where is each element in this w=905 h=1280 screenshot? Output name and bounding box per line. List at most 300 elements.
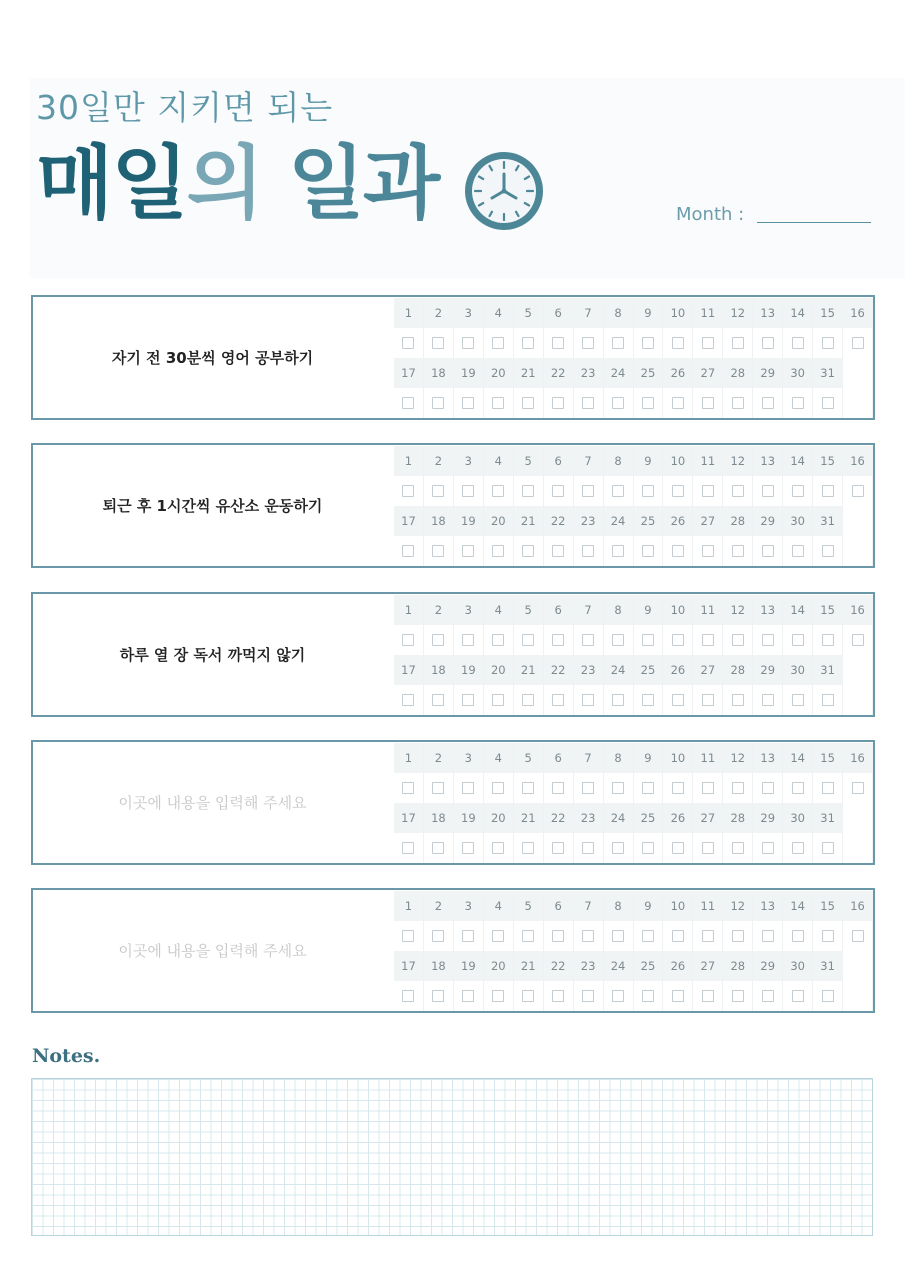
day-checkbox-cell[interactable] [783,685,813,715]
day-checkbox-cell[interactable] [693,921,723,951]
day-checkbox[interactable] [612,782,624,794]
day-checkbox[interactable] [492,990,504,1002]
day-checkbox[interactable] [732,782,744,794]
day-checkbox[interactable] [792,694,804,706]
day-checkbox[interactable] [792,337,804,349]
day-checkbox-cell[interactable] [544,328,574,358]
day-checkbox-cell[interactable] [424,921,454,951]
day-checkbox-cell[interactable] [394,625,424,655]
day-checkbox[interactable] [522,782,534,794]
routine-task-label[interactable]: 퇴근 후 1시간씩 유산소 운동하기 [102,497,323,515]
day-checkbox-cell[interactable] [514,981,544,1011]
day-checkbox-cell[interactable] [454,476,484,506]
day-checkbox-cell[interactable] [634,685,664,715]
day-checkbox-cell[interactable] [604,981,634,1011]
day-checkbox-cell[interactable] [634,328,664,358]
day-checkbox-cell[interactable] [454,685,484,715]
day-checkbox[interactable] [672,990,684,1002]
day-checkbox-cell[interactable] [693,773,723,803]
day-checkbox[interactable] [582,545,594,557]
day-checkbox-cell[interactable] [813,328,843,358]
day-checkbox[interactable] [432,634,444,646]
day-checkbox[interactable] [732,545,744,557]
day-checkbox[interactable] [642,930,654,942]
day-checkbox[interactable] [522,694,534,706]
routine-task-placeholder[interactable]: 이곳에 내용을 입력해 주세요 [118,942,307,960]
day-checkbox-cell[interactable] [723,328,753,358]
day-checkbox[interactable] [612,842,624,854]
day-checkbox-cell[interactable] [663,625,693,655]
day-checkbox[interactable] [642,694,654,706]
day-checkbox-cell[interactable] [693,833,723,863]
day-checkbox[interactable] [732,930,744,942]
day-checkbox-cell[interactable] [604,536,634,566]
day-checkbox-cell[interactable] [424,685,454,715]
day-checkbox-cell[interactable] [634,833,664,863]
day-checkbox[interactable] [402,397,414,409]
day-checkbox-cell[interactable] [634,476,664,506]
day-checkbox-cell[interactable] [813,476,843,506]
day-checkbox[interactable] [402,337,414,349]
day-checkbox-cell[interactable] [753,981,783,1011]
day-checkbox[interactable] [522,485,534,497]
day-checkbox-cell[interactable] [753,625,783,655]
day-checkbox[interactable] [582,397,594,409]
day-checkbox-cell[interactable] [663,773,693,803]
day-checkbox-cell[interactable] [753,833,783,863]
day-checkbox[interactable] [552,930,564,942]
day-checkbox[interactable] [732,990,744,1002]
day-checkbox[interactable] [462,337,474,349]
day-checkbox[interactable] [852,930,864,942]
day-checkbox-cell[interactable] [783,833,813,863]
routine-task-placeholder[interactable]: 이곳에 내용을 입력해 주세요 [118,794,307,812]
day-checkbox[interactable] [582,634,594,646]
day-checkbox[interactable] [432,842,444,854]
day-checkbox[interactable] [792,397,804,409]
day-checkbox[interactable] [552,545,564,557]
day-checkbox-cell[interactable] [634,921,664,951]
day-checkbox-cell[interactable] [783,388,813,418]
day-checkbox[interactable] [582,842,594,854]
day-checkbox[interactable] [612,990,624,1002]
day-checkbox-cell[interactable] [484,981,514,1011]
day-checkbox[interactable] [762,842,774,854]
day-checkbox-cell[interactable] [574,981,604,1011]
day-checkbox[interactable] [462,990,474,1002]
day-checkbox[interactable] [822,337,834,349]
day-checkbox[interactable] [792,545,804,557]
day-checkbox[interactable] [702,545,714,557]
day-checkbox-cell[interactable] [394,921,424,951]
day-checkbox[interactable] [552,485,564,497]
routine-task-label[interactable]: 하루 열 장 독서 까먹지 않기 [119,646,306,664]
day-checkbox-cell[interactable] [843,328,873,358]
day-checkbox[interactable] [672,694,684,706]
day-checkbox[interactable] [612,545,624,557]
day-checkbox-cell[interactable] [693,981,723,1011]
day-checkbox[interactable] [792,842,804,854]
day-checkbox-cell[interactable] [723,981,753,1011]
day-checkbox-cell[interactable] [723,921,753,951]
day-checkbox-cell[interactable] [693,685,723,715]
day-checkbox[interactable] [792,782,804,794]
day-checkbox-cell[interactable] [574,833,604,863]
day-checkbox[interactable] [402,545,414,557]
day-checkbox[interactable] [642,545,654,557]
day-checkbox-cell[interactable] [424,328,454,358]
day-checkbox-cell[interactable] [813,981,843,1011]
day-checkbox[interactable] [432,782,444,794]
day-checkbox-cell[interactable] [813,388,843,418]
day-checkbox[interactable] [522,337,534,349]
day-checkbox-cell[interactable] [454,388,484,418]
day-checkbox-cell[interactable] [723,536,753,566]
day-checkbox[interactable] [582,694,594,706]
day-checkbox[interactable] [552,337,564,349]
day-checkbox-cell[interactable] [663,921,693,951]
day-checkbox[interactable] [792,485,804,497]
day-checkbox[interactable] [702,990,714,1002]
day-checkbox-cell[interactable] [394,833,424,863]
day-checkbox[interactable] [732,694,744,706]
day-checkbox-cell[interactable] [604,685,634,715]
day-checkbox-cell[interactable] [634,536,664,566]
day-checkbox-cell[interactable] [454,773,484,803]
day-checkbox-cell[interactable] [484,476,514,506]
day-checkbox-cell[interactable] [454,536,484,566]
day-checkbox[interactable] [402,634,414,646]
day-checkbox[interactable] [672,337,684,349]
day-checkbox-cell[interactable] [514,625,544,655]
day-checkbox-cell[interactable] [753,388,783,418]
day-checkbox[interactable] [612,485,624,497]
day-checkbox-cell[interactable] [514,328,544,358]
day-checkbox[interactable] [642,634,654,646]
day-checkbox-cell[interactable] [723,685,753,715]
day-checkbox[interactable] [852,485,864,497]
day-checkbox-cell[interactable] [753,328,783,358]
day-checkbox[interactable] [852,337,864,349]
day-checkbox-cell[interactable] [634,981,664,1011]
day-checkbox[interactable] [762,485,774,497]
day-checkbox[interactable] [582,782,594,794]
day-checkbox[interactable] [822,545,834,557]
day-checkbox[interactable] [822,634,834,646]
day-checkbox[interactable] [672,634,684,646]
day-checkbox[interactable] [672,782,684,794]
month-input-line[interactable] [757,222,871,223]
day-checkbox[interactable] [462,782,474,794]
day-checkbox[interactable] [762,694,774,706]
day-checkbox-cell[interactable] [723,625,753,655]
notes-grid[interactable] [31,1078,873,1236]
day-checkbox-cell[interactable] [753,921,783,951]
day-checkbox[interactable] [492,842,504,854]
day-checkbox[interactable] [762,990,774,1002]
day-checkbox[interactable] [762,634,774,646]
day-checkbox[interactable] [552,990,564,1002]
day-checkbox-cell[interactable] [394,476,424,506]
day-checkbox[interactable] [552,694,564,706]
day-checkbox[interactable] [852,634,864,646]
day-checkbox[interactable] [702,782,714,794]
day-checkbox[interactable] [582,485,594,497]
day-checkbox[interactable] [552,397,564,409]
day-checkbox-cell[interactable] [394,773,424,803]
day-checkbox[interactable] [732,337,744,349]
day-checkbox[interactable] [402,930,414,942]
day-checkbox[interactable] [672,545,684,557]
day-checkbox-cell[interactable] [574,773,604,803]
day-checkbox-cell[interactable] [574,476,604,506]
day-checkbox[interactable] [522,634,534,646]
day-checkbox[interactable] [552,842,564,854]
day-checkbox-cell[interactable] [843,625,873,655]
day-checkbox-cell[interactable] [484,388,514,418]
day-checkbox[interactable] [492,634,504,646]
day-checkbox-cell[interactable] [544,773,574,803]
day-checkbox-cell[interactable] [454,328,484,358]
day-checkbox-cell[interactable] [693,536,723,566]
day-checkbox[interactable] [432,694,444,706]
day-checkbox[interactable] [432,930,444,942]
day-checkbox[interactable] [492,397,504,409]
day-checkbox-cell[interactable] [454,981,484,1011]
day-checkbox-cell[interactable] [484,833,514,863]
day-checkbox-cell[interactable] [693,625,723,655]
day-checkbox[interactable] [612,930,624,942]
day-checkbox-cell[interactable] [454,921,484,951]
day-checkbox[interactable] [462,634,474,646]
day-checkbox[interactable] [582,930,594,942]
day-checkbox-cell[interactable] [484,536,514,566]
day-checkbox-cell[interactable] [544,833,574,863]
day-checkbox[interactable] [492,485,504,497]
day-checkbox[interactable] [432,485,444,497]
day-checkbox[interactable] [732,634,744,646]
day-checkbox-cell[interactable] [783,981,813,1011]
day-checkbox-cell[interactable] [514,833,544,863]
day-checkbox-cell[interactable] [753,773,783,803]
day-checkbox[interactable] [432,990,444,1002]
day-checkbox[interactable] [732,485,744,497]
day-checkbox[interactable] [642,397,654,409]
day-checkbox-cell[interactable] [574,328,604,358]
day-checkbox-cell[interactable] [783,625,813,655]
day-checkbox[interactable] [402,694,414,706]
day-checkbox-cell[interactable] [604,921,634,951]
day-checkbox[interactable] [702,930,714,942]
day-checkbox-cell[interactable] [544,388,574,418]
day-checkbox[interactable] [492,694,504,706]
day-checkbox[interactable] [462,842,474,854]
day-checkbox[interactable] [702,634,714,646]
day-checkbox-cell[interactable] [394,981,424,1011]
day-checkbox-cell[interactable] [424,625,454,655]
day-checkbox-cell[interactable] [544,685,574,715]
day-checkbox[interactable] [762,337,774,349]
day-checkbox[interactable] [792,990,804,1002]
day-checkbox[interactable] [552,782,564,794]
day-checkbox[interactable] [702,397,714,409]
routine-task-label[interactable]: 자기 전 30분씩 영어 공부하기 [111,349,314,367]
day-checkbox-cell[interactable] [723,388,753,418]
day-checkbox[interactable] [402,990,414,1002]
day-checkbox[interactable] [762,397,774,409]
day-checkbox[interactable] [462,485,474,497]
day-checkbox[interactable] [492,930,504,942]
day-checkbox-cell[interactable] [843,476,873,506]
day-checkbox-cell[interactable] [424,388,454,418]
day-checkbox[interactable] [672,930,684,942]
day-checkbox-cell[interactable] [424,773,454,803]
day-checkbox-cell[interactable] [394,685,424,715]
day-checkbox-cell[interactable] [514,773,544,803]
day-checkbox-cell[interactable] [514,388,544,418]
day-checkbox[interactable] [462,545,474,557]
day-checkbox[interactable] [762,782,774,794]
day-checkbox-cell[interactable] [544,536,574,566]
day-checkbox[interactable] [822,397,834,409]
day-checkbox-cell[interactable] [663,536,693,566]
day-checkbox-cell[interactable] [604,625,634,655]
day-checkbox-cell[interactable] [484,625,514,655]
day-checkbox-cell[interactable] [723,476,753,506]
day-checkbox[interactable] [492,545,504,557]
day-checkbox-cell[interactable] [604,773,634,803]
day-checkbox-cell[interactable] [514,476,544,506]
day-checkbox[interactable] [702,842,714,854]
day-checkbox[interactable] [402,485,414,497]
day-checkbox[interactable] [432,337,444,349]
day-checkbox-cell[interactable] [813,921,843,951]
day-checkbox[interactable] [822,842,834,854]
day-checkbox[interactable] [492,782,504,794]
day-checkbox[interactable] [522,545,534,557]
day-checkbox-cell[interactable] [424,476,454,506]
day-checkbox-cell[interactable] [753,476,783,506]
day-checkbox[interactable] [402,782,414,794]
day-checkbox-cell[interactable] [574,685,604,715]
day-checkbox-cell[interactable] [394,328,424,358]
day-checkbox-cell[interactable] [544,625,574,655]
day-checkbox-cell[interactable] [634,625,664,655]
day-checkbox-cell[interactable] [634,773,664,803]
day-checkbox-cell[interactable] [514,536,544,566]
day-checkbox[interactable] [732,397,744,409]
day-checkbox[interactable] [642,485,654,497]
day-checkbox[interactable] [822,930,834,942]
day-checkbox-cell[interactable] [783,328,813,358]
day-checkbox-cell[interactable] [484,773,514,803]
day-checkbox[interactable] [792,930,804,942]
day-checkbox[interactable] [492,337,504,349]
day-checkbox-cell[interactable] [813,685,843,715]
day-checkbox-cell[interactable] [574,921,604,951]
day-checkbox-cell[interactable] [424,536,454,566]
day-checkbox[interactable] [462,930,474,942]
day-checkbox[interactable] [432,397,444,409]
day-checkbox-cell[interactable] [723,773,753,803]
day-checkbox-cell[interactable] [394,536,424,566]
day-checkbox-cell[interactable] [634,388,664,418]
day-checkbox[interactable] [822,485,834,497]
day-checkbox-cell[interactable] [813,536,843,566]
day-checkbox-cell[interactable] [484,921,514,951]
day-checkbox-cell[interactable] [454,625,484,655]
day-checkbox-cell[interactable] [783,476,813,506]
day-checkbox[interactable] [642,990,654,1002]
day-checkbox[interactable] [822,990,834,1002]
day-checkbox-cell[interactable] [813,625,843,655]
day-checkbox[interactable] [522,930,534,942]
day-checkbox[interactable] [762,545,774,557]
day-checkbox-cell[interactable] [544,981,574,1011]
day-checkbox[interactable] [582,337,594,349]
day-checkbox[interactable] [462,397,474,409]
day-checkbox[interactable] [612,397,624,409]
day-checkbox-cell[interactable] [514,921,544,951]
day-checkbox-cell[interactable] [544,921,574,951]
day-checkbox-cell[interactable] [574,536,604,566]
day-checkbox-cell[interactable] [424,833,454,863]
day-checkbox[interactable] [732,842,744,854]
day-checkbox-cell[interactable] [484,328,514,358]
day-checkbox[interactable] [612,337,624,349]
day-checkbox-cell[interactable] [723,833,753,863]
day-checkbox[interactable] [702,337,714,349]
day-checkbox[interactable] [612,694,624,706]
day-checkbox[interactable] [522,397,534,409]
day-checkbox-cell[interactable] [663,833,693,863]
day-checkbox[interactable] [672,842,684,854]
day-checkbox-cell[interactable] [663,981,693,1011]
day-checkbox-cell[interactable] [604,476,634,506]
day-checkbox-cell[interactable] [424,981,454,1011]
day-checkbox[interactable] [702,694,714,706]
day-checkbox-cell[interactable] [843,921,873,951]
day-checkbox[interactable] [702,485,714,497]
day-checkbox[interactable] [822,694,834,706]
day-checkbox-cell[interactable] [663,685,693,715]
day-checkbox[interactable] [522,990,534,1002]
day-checkbox[interactable] [642,782,654,794]
day-checkbox-cell[interactable] [753,536,783,566]
day-checkbox-cell[interactable] [454,833,484,863]
day-checkbox[interactable] [792,634,804,646]
day-checkbox-cell[interactable] [604,388,634,418]
day-checkbox-cell[interactable] [693,328,723,358]
day-checkbox-cell[interactable] [783,773,813,803]
day-checkbox[interactable] [852,782,864,794]
day-checkbox[interactable] [402,842,414,854]
day-checkbox-cell[interactable] [693,388,723,418]
day-checkbox[interactable] [522,842,534,854]
day-checkbox[interactable] [582,990,594,1002]
day-checkbox-cell[interactable] [783,921,813,951]
day-checkbox[interactable] [552,634,564,646]
day-checkbox[interactable] [642,842,654,854]
day-checkbox-cell[interactable] [693,476,723,506]
day-checkbox-cell[interactable] [663,328,693,358]
day-checkbox[interactable] [822,782,834,794]
day-checkbox[interactable] [462,694,474,706]
day-checkbox-cell[interactable] [753,685,783,715]
day-checkbox[interactable] [762,930,774,942]
day-checkbox-cell[interactable] [544,476,574,506]
day-checkbox-cell[interactable] [574,625,604,655]
